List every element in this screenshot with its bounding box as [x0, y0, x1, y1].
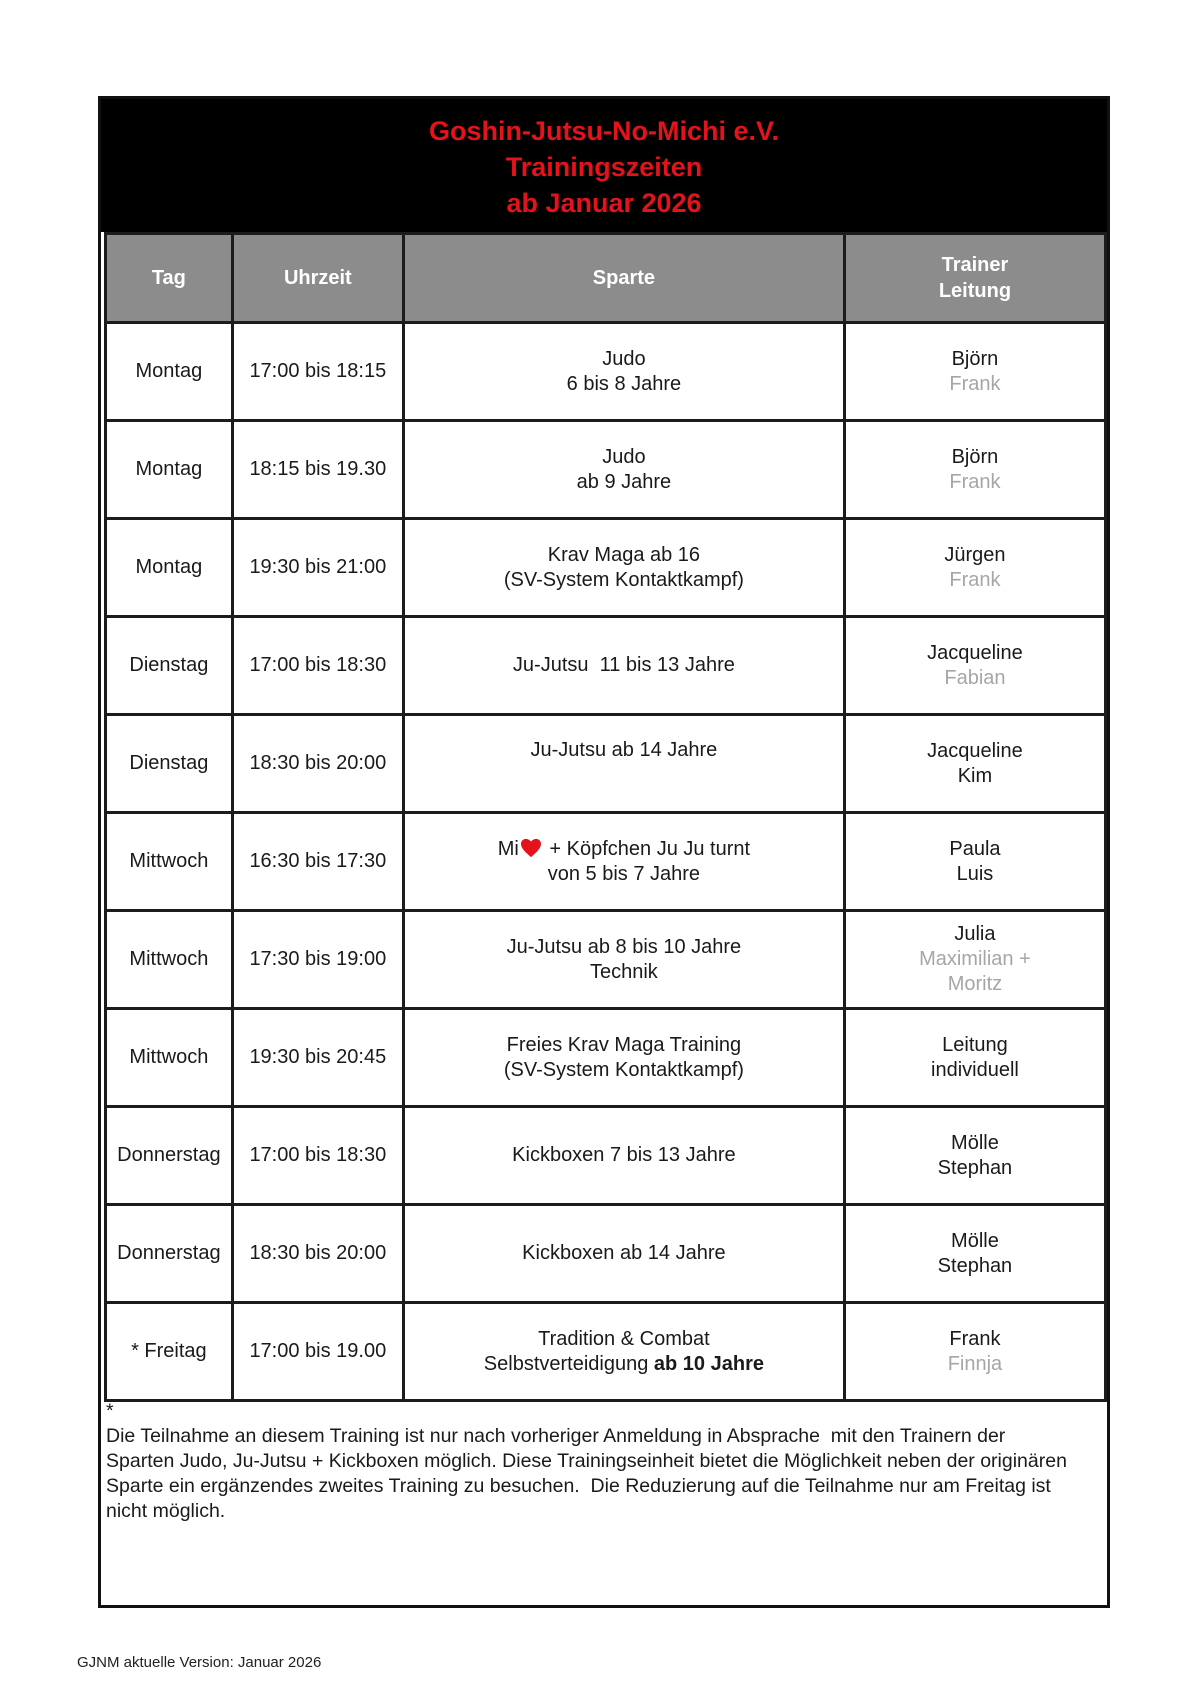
cell-sparte: [403, 323, 844, 421]
trainer-name: Julia: [954, 923, 996, 945]
sparte-line: [409, 1352, 839, 1377]
sparte-line: (SV-System Kontaktkampf): [503, 568, 744, 591]
sparte-line: von 5 bis 7 Jahre: [547, 862, 701, 885]
club-name: Goshin-Jutsu-No-Michi e.V.: [428, 116, 780, 146]
cell-sparte: [403, 1009, 844, 1107]
table-header-row: [106, 234, 1106, 323]
schedule-table: [104, 232, 1107, 1402]
column-header-uhrzeit: Uhrzeit: [232, 234, 403, 323]
cell-tag: Donnerstag: [106, 1205, 233, 1303]
sparte-line: Ju-Jutsu 11 bis 13 Jahre: [512, 654, 735, 676]
cell-uhrzeit: 17:00 bis 19.00: [232, 1303, 403, 1401]
table-row: [106, 519, 1106, 617]
cell-trainer: [844, 1303, 1105, 1401]
sparte-line: Technik: [589, 960, 658, 983]
footnote-line: nicht möglich.: [106, 1500, 226, 1522]
validity-date: ab Januar 2026: [506, 188, 702, 218]
assistant-name: Moritz: [947, 973, 1003, 995]
trainer-name: Jacqueline: [927, 739, 1023, 762]
sparte-line: Ju-Jutsu ab 8 bis 10 Jahre: [506, 935, 742, 958]
trainer-name: Jacqueline: [927, 641, 1023, 664]
cell-trainer: [844, 323, 1105, 421]
footnote-line: Die Teilnahme an diesem Training ist nur nach vorheriger Anmeldung in Absprache mit den Trainern der: [106, 1425, 1006, 1447]
cell-uhrzeit: 19:30 bis 21:00: [232, 519, 403, 617]
table-row: [106, 1009, 1106, 1107]
assistant-name: Fabian: [944, 666, 1006, 689]
footnote-asterisk: *: [106, 1400, 114, 1422]
cell-tag: Dienstag: [106, 715, 233, 813]
table-row: [106, 421, 1106, 519]
assistant-name: Frank: [949, 470, 1001, 493]
table-row: [106, 813, 1106, 911]
trainer-name: Jürgen: [944, 543, 1006, 566]
cell-uhrzeit: 17:30 bis 19:00: [232, 911, 403, 1009]
assistant-name: Frank: [949, 568, 1001, 591]
cell-sparte: [403, 617, 844, 715]
cell-uhrzeit: 18:30 bis 20:00: [232, 715, 403, 813]
assistant-name: individuell: [931, 1058, 1019, 1081]
assistant-name: Luis: [956, 862, 994, 885]
assistant-name: Kim: [957, 764, 993, 787]
table-row: [106, 617, 1106, 715]
assistant-name: Stephan: [937, 1254, 1013, 1277]
sparte-line: Ju-Jutsu ab 14 Jahre: [530, 739, 718, 761]
sparte-suffix: + Köpfchen Ju Ju turnt: [543, 837, 751, 860]
cell-trainer: [844, 911, 1105, 1009]
assistant-name: Frank: [949, 372, 1001, 395]
cell-uhrzeit: 18:30 bis 20:00: [232, 1205, 403, 1303]
table-row: [106, 1205, 1106, 1303]
cell-trainer: [844, 519, 1105, 617]
cell-uhrzeit: 19:30 bis 20:45: [232, 1009, 403, 1107]
sparte-text: Selbstverteidigung: [483, 1352, 654, 1375]
sparte-age-emphasis: ab 10 Jahre: [653, 1352, 764, 1375]
cell-sparte: [403, 813, 844, 911]
cell-trainer: [844, 617, 1105, 715]
cell-sparte: [403, 1303, 844, 1401]
cell-uhrzeit: 17:00 bis 18:30: [232, 1107, 403, 1205]
cell-sparte: [403, 421, 844, 519]
cell-trainer: [844, 813, 1105, 911]
sparte-line: Judo: [602, 445, 646, 468]
cell-trainer: [844, 1009, 1105, 1107]
assistant-name: Stephan: [937, 1156, 1013, 1179]
cell-sparte: [403, 715, 844, 813]
assistant-name: Maximilian +: [919, 948, 1031, 970]
cell-sparte: [403, 1107, 844, 1205]
cell-uhrzeit: 17:00 bis 18:15: [232, 323, 403, 421]
cell-trainer: [844, 421, 1105, 519]
cell-tag: Montag: [106, 421, 233, 519]
sparte-line: Judo: [602, 347, 646, 370]
cell-tag: Dienstag: [106, 617, 233, 715]
column-header-sparte: Sparte: [403, 234, 844, 323]
footnote-line: Sparten Judo, Ju-Jutsu + Kickboxen möglich. Diese Trainingseinheit bietet die Möglichkeit neben der originären: [106, 1450, 1067, 1472]
cell-sparte: [403, 911, 844, 1009]
trainer-name: Björn: [951, 347, 999, 370]
cell-tag: Donnerstag: [106, 1107, 233, 1205]
sparte-line: Freies Krav Maga Training: [506, 1033, 742, 1056]
column-header-trainer-line2: Leitung: [938, 280, 1012, 302]
column-header-trainer: [844, 234, 1105, 323]
cell-tag: Montag: [106, 519, 233, 617]
cell-trainer: [844, 1107, 1105, 1205]
sparte-line: Tradition & Combat: [538, 1327, 710, 1350]
table-row: [106, 1303, 1106, 1401]
heart-icon: [520, 838, 542, 858]
cell-tag: Mittwoch: [106, 1009, 233, 1107]
sparte-line: 6 bis 8 Jahre: [566, 372, 682, 395]
table-row: [106, 911, 1106, 1009]
cell-sparte: [403, 1205, 844, 1303]
cell-trainer: [844, 715, 1105, 813]
sparte-line: Kickboxen 7 bis 13 Jahre: [512, 1144, 736, 1166]
cell-sparte: [403, 519, 844, 617]
sparte-line: ab 9 Jahre: [576, 470, 672, 493]
column-header-trainer-line1: Trainer: [941, 254, 1009, 276]
sparte-prefix: Mi: [497, 837, 519, 860]
footnote-line: Sparte ein ergänzendes zweites Training zu besuchen. Die Reduzierung auf die Teilnahme nur am Freitag ist: [106, 1475, 1051, 1497]
title-block: [101, 99, 1107, 232]
cell-tag: * Freitag: [106, 1303, 233, 1401]
cell-tag: Mittwoch: [106, 813, 233, 911]
cell-tag: Mittwoch: [106, 911, 233, 1009]
footnote-block: [104, 1399, 1107, 1524]
version-footer: GJNM aktuelle Version: Januar 2026: [77, 1654, 322, 1671]
column-header-tag: Tag: [106, 234, 233, 323]
table-row: [106, 1107, 1106, 1205]
sparte-line: Kickboxen ab 14 Jahre: [522, 1242, 726, 1264]
document-title: Trainingszeiten: [505, 152, 703, 182]
cell-uhrzeit: 18:15 bis 19.30: [232, 421, 403, 519]
cell-trainer: [844, 1205, 1105, 1303]
trainer-name: Mölle: [951, 1131, 999, 1154]
trainer-name: Mölle: [951, 1229, 999, 1252]
sparte-line: (SV-System Kontaktkampf): [503, 1058, 744, 1081]
trainer-name: Frank: [949, 1327, 1001, 1350]
sparte-line: Krav Maga ab 16: [547, 543, 701, 566]
trainer-name: Paula: [949, 837, 1001, 860]
cell-uhrzeit: 16:30 bis 17:30: [232, 813, 403, 911]
cell-uhrzeit: 17:00 bis 18:30: [232, 617, 403, 715]
trainer-name: Leitung: [942, 1033, 1008, 1056]
table-row: [106, 323, 1106, 421]
cell-tag: Montag: [106, 323, 233, 421]
table-row: [106, 715, 1106, 813]
trainer-name: Björn: [951, 445, 999, 468]
assistant-name: Finnja: [947, 1352, 1003, 1375]
sparte-line: [409, 837, 839, 862]
schedule-sheet: [98, 96, 1110, 1608]
